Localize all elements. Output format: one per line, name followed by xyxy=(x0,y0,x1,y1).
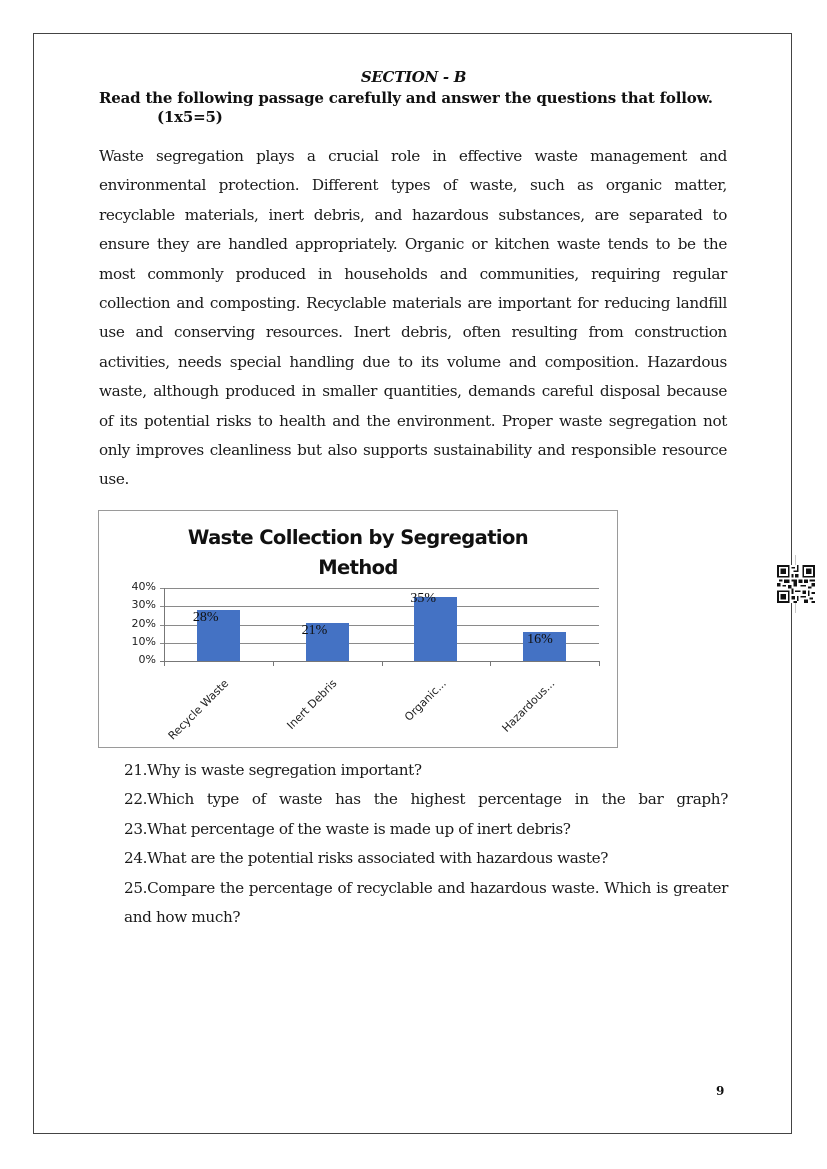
y-tick-label: 40% xyxy=(131,580,156,593)
y-tick-label: 10% xyxy=(131,634,156,648)
question-text: Why is waste segregation important? xyxy=(147,761,422,779)
question-number: 23. xyxy=(124,819,148,838)
y-tick-label: 0% xyxy=(138,653,156,666)
y-axis xyxy=(164,588,165,666)
chart-title-line-1: Waste Collection by Segregation xyxy=(187,526,529,549)
question-text: Compare the percentage of recyclable and hazardous waste. Which is greater and how much? xyxy=(124,878,728,927)
bar-chart xyxy=(98,510,618,748)
bar-value-label: 16% xyxy=(527,631,553,647)
bar-value-label: 21% xyxy=(301,622,328,638)
plot-area xyxy=(99,511,617,747)
question-number: 25. xyxy=(124,878,148,897)
question-number: 24. xyxy=(124,849,148,868)
x-tick xyxy=(273,661,274,666)
chart-title-line-2: Method xyxy=(318,556,398,579)
y-tick-label: 20% xyxy=(131,616,156,630)
x-tick xyxy=(599,661,600,666)
instruction xyxy=(99,89,739,127)
question-number: 21. xyxy=(124,761,148,779)
question-25 xyxy=(124,874,728,933)
passage: Waste segregation plays a crucial role in effective waste management and environmental protection. Different types of waste, such as organic matter, recyclable materials, inert debris, and hazardous substances, are separated to ensure they are handled appropriately. Organic or kitchen waste tends to be the most commonly produced in households and communities, requiring regular collection and composting. Recyclable materials are important for reducing landfill use and conserving resources. Inert debris, often resulting from construction activities, needs special handling due to its volume and composition. Hazardous waste, although produced in smaller quantities, demands careful disposal because of its potential risks to health and the environment. Proper waste segregation not only improves cleanliness but also supports sustainability and responsible resource use. xyxy=(99,147,727,489)
gridline xyxy=(160,606,599,607)
x-tick xyxy=(490,661,491,666)
question-23 xyxy=(124,815,728,844)
bar-value-label: 35% xyxy=(410,591,437,607)
question-text: What are the potential risks associated with hazardous waste? xyxy=(147,849,609,868)
bar-value-label: 28% xyxy=(192,609,219,625)
page-number: 9 xyxy=(716,1084,725,1098)
x-category-label: Organic... xyxy=(401,676,449,724)
question-24 xyxy=(124,844,728,873)
x-category-label: Inert Debris xyxy=(284,676,340,732)
y-tick-label: 30% xyxy=(131,598,156,612)
x-tick xyxy=(382,661,383,666)
question-list xyxy=(124,756,728,932)
x-category-label: Hazardous... xyxy=(499,676,558,735)
question-number: 22. xyxy=(124,790,148,809)
instruction-text: Read the following passage carefully and answer the questions that follow. xyxy=(99,89,713,107)
question-22 xyxy=(124,785,728,814)
question-21 xyxy=(124,756,728,785)
section-title: SECTION - B xyxy=(360,68,467,86)
question-text: What percentage of the waste is made up of inert debris? xyxy=(147,819,571,838)
gridline xyxy=(160,588,599,589)
x-category-label: Recycle Waste xyxy=(165,676,231,743)
gridline xyxy=(160,661,599,662)
question-text: Which type of waste has the highest percentage in the bar graph? xyxy=(147,790,728,809)
marks: (1x5=5) xyxy=(157,108,223,126)
qr-code-icon xyxy=(777,565,815,603)
